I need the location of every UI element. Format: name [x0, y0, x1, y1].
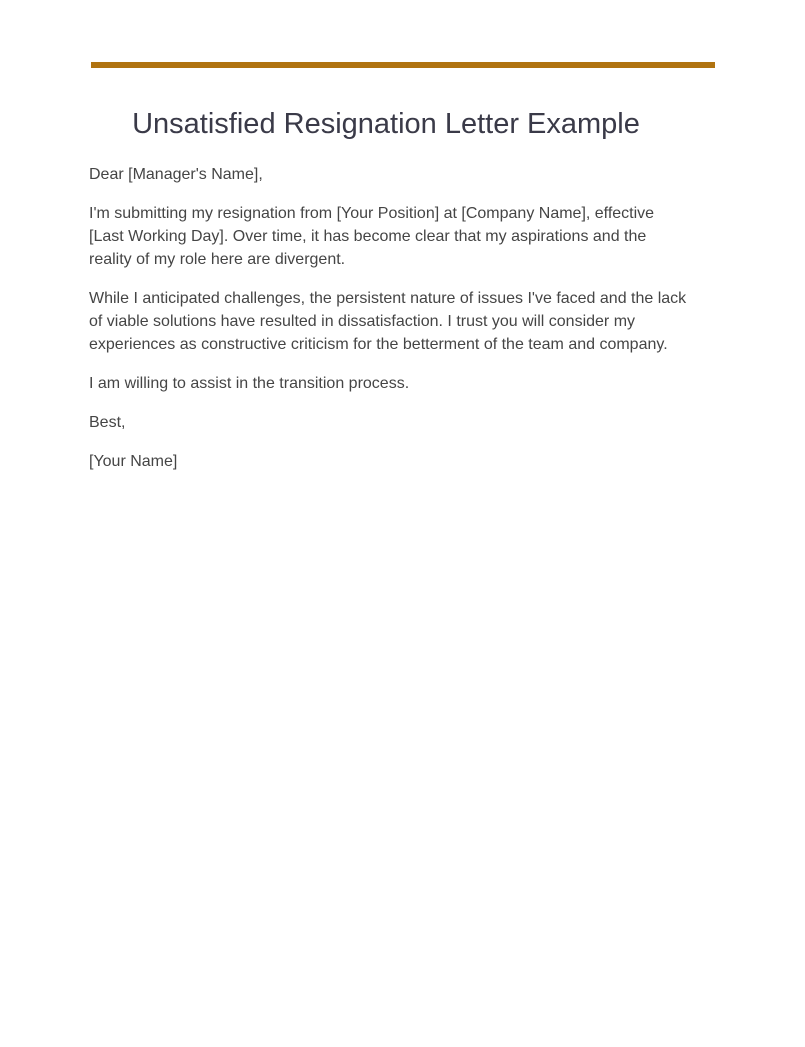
paragraph-intro: I'm submitting my resignation from [Your Position] at [Company Name], effective [Last Working Day]. Over time, it has become clear that my aspirations and the reality of my role here are divergent. — [89, 205, 655, 268]
letter-body — [89, 163, 689, 489]
paragraph-reason: While I anticipated challenges, the persistent nature of issues I've faced and the lack of viable solutions have resulted in dissatisfaction. I trust you will consider my experiences as constructive criticism for the betterment of the team and company. — [89, 290, 687, 353]
document-title: Unsatisfied Resignation Letter Example — [132, 108, 640, 140]
salutation: Dear [Manager's Name], — [89, 166, 263, 183]
top-accent-rule — [91, 62, 715, 68]
paragraph-transition: I am willing to assist in the transition process. — [89, 375, 410, 392]
signature: [Your Name] — [89, 453, 178, 470]
closing: Best, — [89, 414, 126, 431]
